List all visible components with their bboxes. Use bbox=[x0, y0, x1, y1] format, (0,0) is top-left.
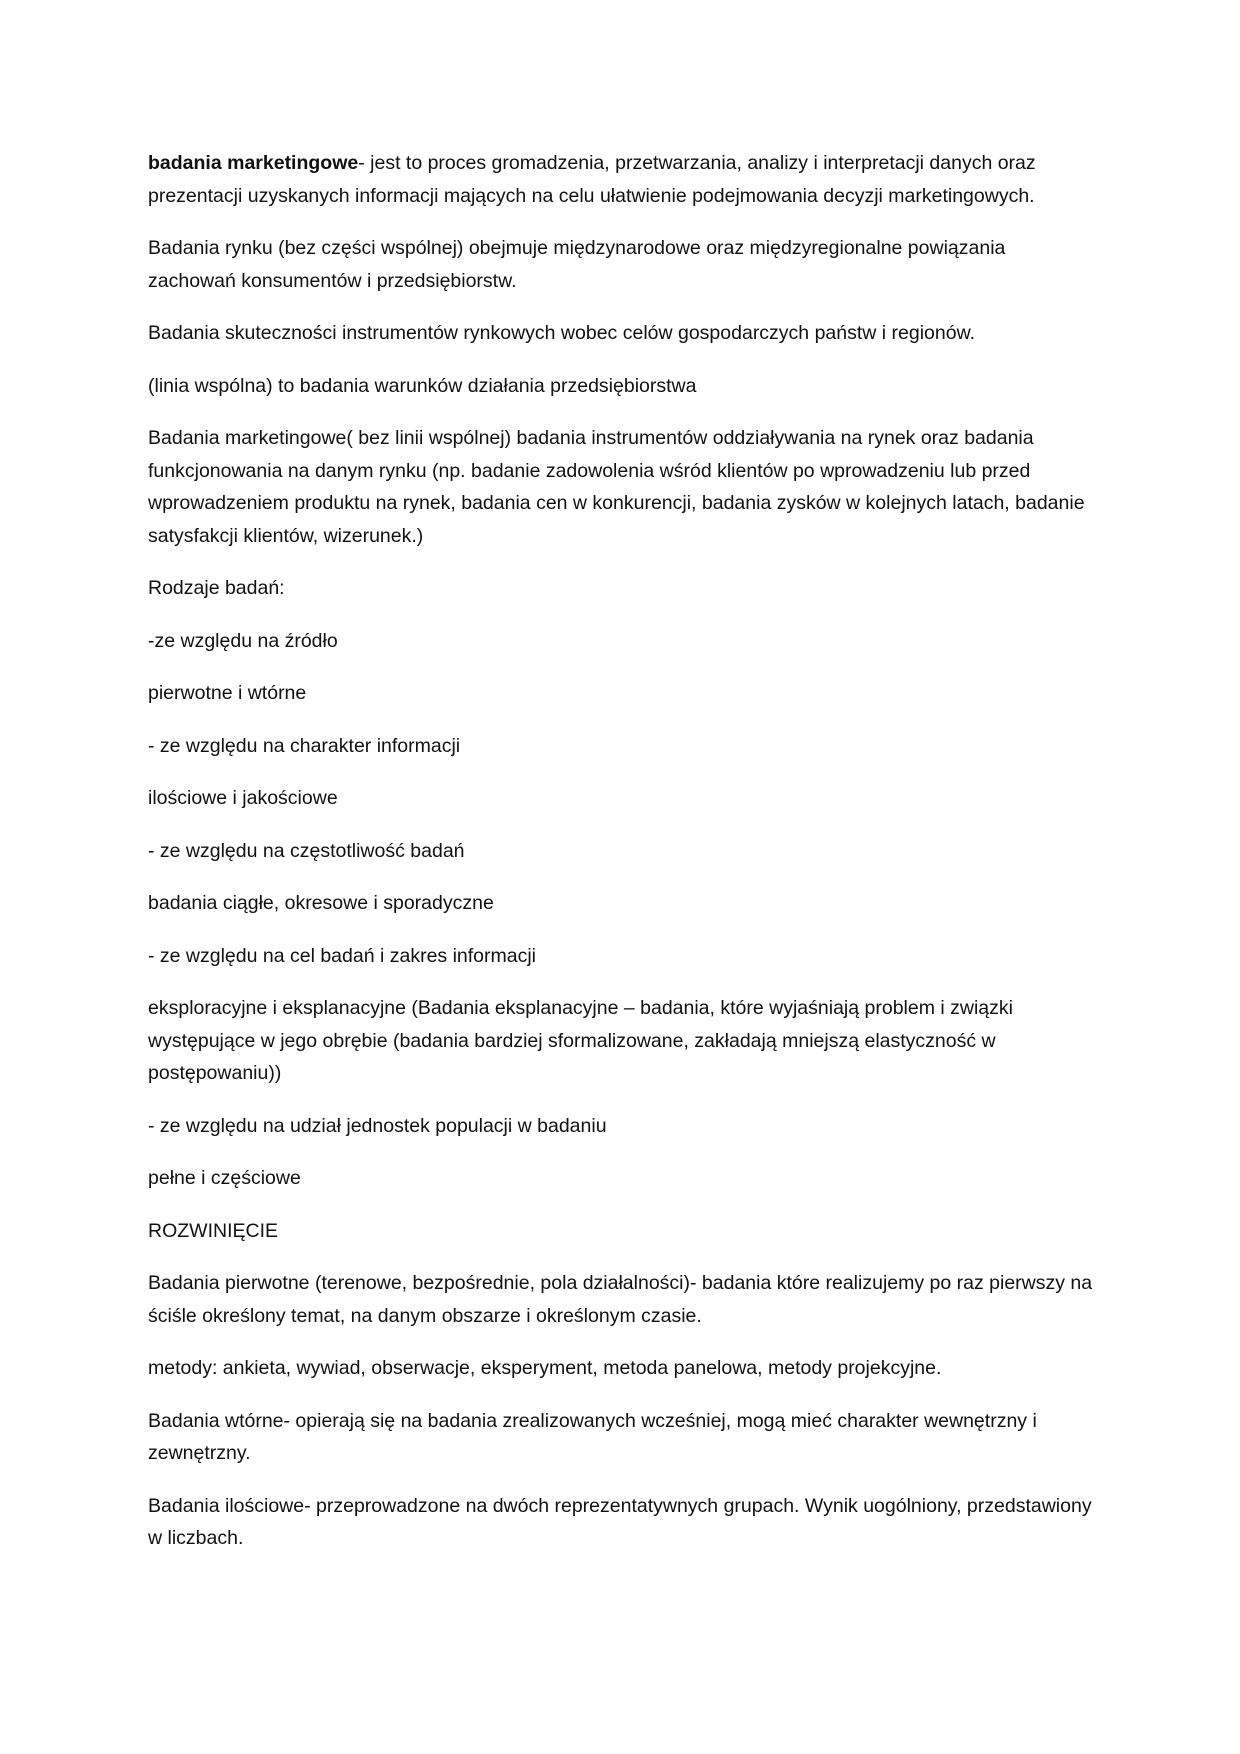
paragraph-primary-secondary: pierwotne i wtórne bbox=[148, 682, 307, 704]
paragraph-quantitative-qualitative: ilościowe i jakościowe bbox=[148, 787, 338, 809]
paragraph-criterion-population: - ze względu na udział jednostek populacji w badaniu bbox=[148, 1114, 607, 1137]
paragraph-criterion-frequency: - ze względu na częstotliwość badań bbox=[148, 839, 465, 862]
paragraph-market-research: Badania rynku (bez części wspólnej) obejmuje międzynarodowe oraz międzyregionalne powiązania zachowań konsumentów i przedsiębiorstw. bbox=[148, 237, 1006, 292]
paragraph-common-line: (linia wspólna) to badania warunków działania przedsiębiorstwa bbox=[148, 374, 697, 397]
paragraph-criterion-source: -ze względu na źródło bbox=[148, 629, 338, 652]
paragraph-methods: metody: ankieta, wywiad, obserwacje, eksperyment, metoda panelowa, metody projekcyjne. bbox=[148, 1357, 942, 1379]
paragraph-exploratory-explanatory: eksploracyjne i eksplanacyjne (Badania eksplanacyjne – badania, które wyjaśniają problem i związki występujące w jego obrębie (badania bardziej sformalizowane, zakładają mniejszą elastyczność w postępowaniu)) bbox=[148, 997, 1013, 1084]
intro-paragraph bbox=[148, 147, 1096, 212]
paragraph-marketing-research: Badania marketingowe( bez linii wspólnej) badania instrumentów oddziaływania na rynek oraz badania funkcjonowania na danym rynku (np. badanie zadowolenia wśród klientów po wprowadzeniu lub przed wprowadzeniem produktu na rynek, badania cen w konkurencji, badania zysków w kolejnych latach, badanie satysfakcji klientów, wizerunek.) bbox=[148, 427, 1085, 547]
intro-definition: - jest to proces gromadzenia, przetwarzania, analizy i interpretacji danych oraz prezentacji uzyskanych informacji mających na celu ułatwienie podejmowania decyzji marketingowych. bbox=[148, 152, 1036, 207]
paragraph-instrument-effectiveness: Badania skuteczności instrumentów rynkowych wobec celów gospodarczych państw i regionów. bbox=[148, 322, 975, 344]
paragraph-primary-research: Badania pierwotne (terenowe, bezpośrednie, pola działalności)- badania które realizujemy po raz pierwszy na ściśle określony temat, na danym obszarze i określonym czasie. bbox=[148, 1272, 1093, 1327]
section-heading-development: ROZWINIĘCIE bbox=[148, 1219, 278, 1242]
intro-term: badania marketingowe bbox=[148, 152, 359, 174]
paragraph-criterion-information: - ze względu na charakter informacji bbox=[148, 734, 461, 757]
paragraph-secondary-research: Badania wtórne- opierają się na badania zrealizowanych wcześniej, mogą mieć charakter wewnętrzny i zewnętrzny. bbox=[148, 1409, 1037, 1464]
document-page bbox=[148, 147, 1096, 1575]
paragraph-quantitative-research: Badania ilościowe- przeprowadzone na dwóch reprezentatywnych grupach. Wynik uogólniony, przedstawiony w liczbach. bbox=[148, 1494, 1092, 1549]
paragraph-research-types-heading: Rodzaje badań: bbox=[148, 577, 285, 599]
paragraph-frequency-types: badania ciągłe, okresowe i sporadyczne bbox=[148, 892, 494, 914]
paragraph-full-partial: pełne i częściowe bbox=[148, 1167, 301, 1189]
paragraph-criterion-goal: - ze względu na cel badań i zakres informacji bbox=[148, 944, 537, 967]
